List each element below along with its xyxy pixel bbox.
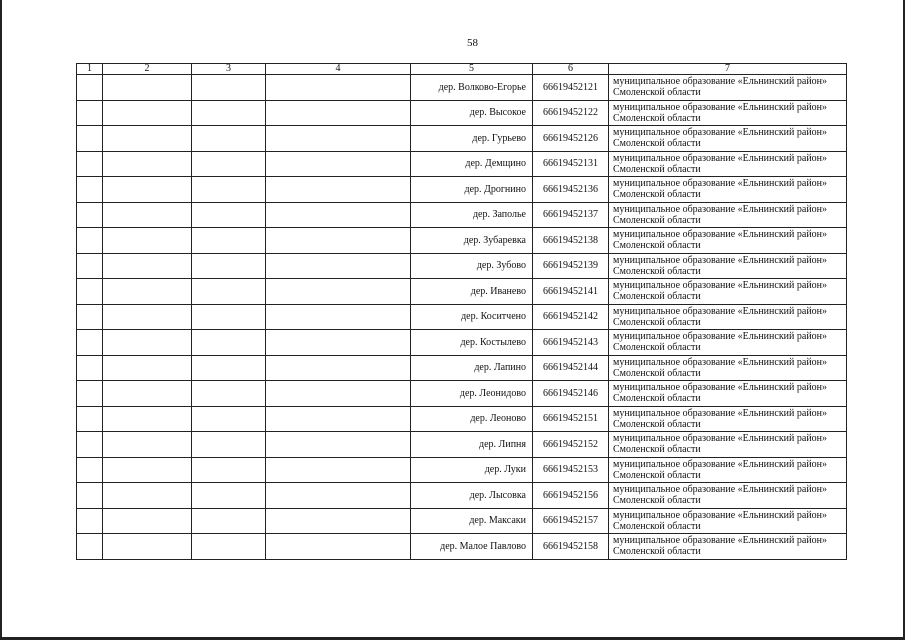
empty-cell-col-2 xyxy=(103,534,192,560)
empty-cell-col-2 xyxy=(103,75,192,101)
municipality-line-2: Смоленской области xyxy=(613,546,701,558)
oktmo-code-cell: 66619452126 xyxy=(533,126,609,152)
page-number: 58 xyxy=(467,37,478,49)
empty-cell-col-4 xyxy=(266,279,411,305)
empty-cell-col-2 xyxy=(103,151,192,177)
empty-cell-col-2 xyxy=(103,202,192,228)
table-row xyxy=(77,304,847,330)
municipality-line-2: Смоленской области xyxy=(613,393,701,405)
municipality-line-1: муниципальное образование «Ельнинский район» xyxy=(613,433,828,445)
empty-cell-col-1 xyxy=(77,355,103,381)
empty-cell-col-4 xyxy=(266,228,411,254)
empty-cell-col-3 xyxy=(192,75,266,101)
municipality-line-1: муниципальное образование «Ельнинский район» xyxy=(613,331,828,343)
empty-cell-col-4 xyxy=(266,75,411,101)
municipality-line-1: муниципальное образование «Ельнинский район» xyxy=(613,458,828,470)
empty-cell-col-4 xyxy=(266,202,411,228)
municipality-cell xyxy=(609,100,847,126)
empty-cell-col-4 xyxy=(266,330,411,356)
municipality-line-1: муниципальное образование «Ельнинский район» xyxy=(613,509,828,521)
empty-cell-col-2 xyxy=(103,508,192,534)
col-header-4: 4 xyxy=(266,64,411,75)
settlement-name-cell: дер. Зубаревка xyxy=(411,228,533,254)
empty-cell-col-3 xyxy=(192,381,266,407)
oktmo-code-cell: 66619452144 xyxy=(533,355,609,381)
municipality-cell xyxy=(609,177,847,203)
table-row xyxy=(77,253,847,279)
municipality-cell xyxy=(609,432,847,458)
municipality-line-1: муниципальное образование «Ельнинский район» xyxy=(613,280,828,292)
municipality-line-1: муниципальное образование «Ельнинский район» xyxy=(613,356,828,368)
table-row xyxy=(77,202,847,228)
col-header-6: 6 xyxy=(533,64,609,75)
empty-cell-col-3 xyxy=(192,508,266,534)
settlement-name-cell: дер. Коситчено xyxy=(411,304,533,330)
municipality-line-2: Смоленской области xyxy=(613,367,701,379)
settlement-name-cell: дер. Малое Павлово xyxy=(411,534,533,560)
oktmo-code-cell: 66619452141 xyxy=(533,279,609,305)
settlement-name-cell: дер. Лысовка xyxy=(411,483,533,509)
municipality-line-2: Смоленской области xyxy=(613,87,701,99)
table-row xyxy=(77,75,847,101)
settlement-name-cell: дер. Леонидово xyxy=(411,381,533,407)
empty-cell-col-3 xyxy=(192,534,266,560)
oktmo-code-cell: 66619452158 xyxy=(533,534,609,560)
empty-cell-col-4 xyxy=(266,483,411,509)
municipality-cell xyxy=(609,126,847,152)
empty-cell-col-2 xyxy=(103,100,192,126)
empty-cell-col-1 xyxy=(77,228,103,254)
empty-cell-col-4 xyxy=(266,126,411,152)
empty-cell-col-1 xyxy=(77,304,103,330)
col-header-3: 3 xyxy=(192,64,266,75)
empty-cell-col-3 xyxy=(192,177,266,203)
empty-cell-col-1 xyxy=(77,457,103,483)
empty-cell-col-4 xyxy=(266,406,411,432)
table-row xyxy=(77,534,847,560)
settlement-name-cell: дер. Максаки xyxy=(411,508,533,534)
municipality-cell xyxy=(609,304,847,330)
empty-cell-col-4 xyxy=(266,304,411,330)
empty-cell-col-4 xyxy=(266,534,411,560)
municipality-line-2: Смоленской области xyxy=(613,316,701,328)
table-row xyxy=(77,330,847,356)
empty-cell-col-4 xyxy=(266,355,411,381)
empty-cell-col-3 xyxy=(192,253,266,279)
empty-cell-col-3 xyxy=(192,151,266,177)
empty-cell-col-3 xyxy=(192,126,266,152)
table-row xyxy=(77,177,847,203)
empty-cell-col-3 xyxy=(192,406,266,432)
empty-cell-col-1 xyxy=(77,100,103,126)
municipality-line-1: муниципальное образование «Ельнинский район» xyxy=(613,535,828,547)
empty-cell-col-3 xyxy=(192,279,266,305)
municipality-line-1: муниципальное образование «Ельнинский район» xyxy=(613,101,828,113)
municipality-cell xyxy=(609,202,847,228)
municipality-cell xyxy=(609,406,847,432)
empty-cell-col-2 xyxy=(103,355,192,381)
empty-cell-col-2 xyxy=(103,228,192,254)
municipality-line-2: Смоленской области xyxy=(613,469,701,481)
empty-cell-col-3 xyxy=(192,330,266,356)
settlement-name-cell: дер. Луки xyxy=(411,457,533,483)
table-row xyxy=(77,457,847,483)
empty-cell-col-3 xyxy=(192,483,266,509)
municipality-line-1: муниципальное образование «Ельнинский район» xyxy=(613,203,828,215)
municipality-cell xyxy=(609,483,847,509)
empty-cell-col-1 xyxy=(77,330,103,356)
municipality-line-2: Смоленской области xyxy=(613,291,701,303)
empty-cell-col-1 xyxy=(77,534,103,560)
municipality-cell xyxy=(609,355,847,381)
municipality-line-1: муниципальное образование «Ельнинский район» xyxy=(613,127,828,139)
settlement-name-cell: дер. Иванево xyxy=(411,279,533,305)
header-row xyxy=(77,64,847,75)
scan-left-edge xyxy=(0,0,2,640)
municipality-line-1: муниципальное образование «Ельнинский район» xyxy=(613,382,828,394)
empty-cell-col-2 xyxy=(103,279,192,305)
municipality-cell xyxy=(609,228,847,254)
municipality-line-2: Смоленской области xyxy=(613,265,701,277)
municipality-line-1: муниципальное образование «Ельнинский район» xyxy=(613,152,828,164)
empty-cell-col-4 xyxy=(266,151,411,177)
empty-cell-col-3 xyxy=(192,355,266,381)
col-header-7: 7 xyxy=(609,64,847,75)
municipality-line-1: муниципальное образование «Ельнинский район» xyxy=(613,76,828,88)
empty-cell-col-1 xyxy=(77,177,103,203)
oktmo-code-cell: 66619452156 xyxy=(533,483,609,509)
empty-cell-col-1 xyxy=(77,279,103,305)
empty-cell-col-2 xyxy=(103,253,192,279)
empty-cell-col-3 xyxy=(192,228,266,254)
oktmo-code-cell: 66619452143 xyxy=(533,330,609,356)
col-header-1: 1 xyxy=(77,64,103,75)
municipality-line-2: Смоленской области xyxy=(613,418,701,430)
municipality-line-1: муниципальное образование «Ельнинский район» xyxy=(613,178,828,190)
municipality-line-2: Смоленской области xyxy=(613,163,701,175)
oktmo-code-cell: 66619452139 xyxy=(533,253,609,279)
empty-cell-col-3 xyxy=(192,100,266,126)
table-row xyxy=(77,100,847,126)
municipality-line-2: Смоленской области xyxy=(613,240,701,252)
oktmo-code-cell: 66619452142 xyxy=(533,304,609,330)
table-row xyxy=(77,406,847,432)
oktmo-code-cell: 66619452152 xyxy=(533,432,609,458)
oktmo-code-cell: 66619452136 xyxy=(533,177,609,203)
municipality-line-2: Смоленской области xyxy=(613,495,701,507)
settlement-name-cell: дер. Демщино xyxy=(411,151,533,177)
settlement-name-cell: дер. Лапино xyxy=(411,355,533,381)
settlement-name-cell: дер. Дрогнино xyxy=(411,177,533,203)
empty-cell-col-3 xyxy=(192,432,266,458)
municipality-line-2: Смоленской области xyxy=(613,342,701,354)
municipality-line-1: муниципальное образование «Ельнинский район» xyxy=(613,484,828,496)
table-row xyxy=(77,508,847,534)
settlements-table xyxy=(76,63,847,560)
table-row xyxy=(77,483,847,509)
empty-cell-col-4 xyxy=(266,381,411,407)
municipality-cell xyxy=(609,279,847,305)
municipality-cell xyxy=(609,534,847,560)
settlement-name-cell: дер. Высокое xyxy=(411,100,533,126)
settlement-name-cell: дер. Леоново xyxy=(411,406,533,432)
empty-cell-col-1 xyxy=(77,508,103,534)
empty-cell-col-1 xyxy=(77,75,103,101)
table-row xyxy=(77,279,847,305)
table-row xyxy=(77,381,847,407)
empty-cell-col-2 xyxy=(103,432,192,458)
empty-cell-col-4 xyxy=(266,508,411,534)
empty-cell-col-3 xyxy=(192,457,266,483)
empty-cell-col-2 xyxy=(103,483,192,509)
oktmo-code-cell: 66619452151 xyxy=(533,406,609,432)
empty-cell-col-1 xyxy=(77,432,103,458)
municipality-cell xyxy=(609,508,847,534)
oktmo-code-cell: 66619452153 xyxy=(533,457,609,483)
municipality-cell xyxy=(609,457,847,483)
empty-cell-col-1 xyxy=(77,381,103,407)
empty-cell-col-4 xyxy=(266,432,411,458)
table-row xyxy=(77,355,847,381)
empty-cell-col-2 xyxy=(103,177,192,203)
oktmo-code-cell: 66619452157 xyxy=(533,508,609,534)
empty-cell-col-2 xyxy=(103,330,192,356)
table-row xyxy=(77,228,847,254)
empty-cell-col-4 xyxy=(266,253,411,279)
empty-cell-col-1 xyxy=(77,406,103,432)
col-header-2: 2 xyxy=(103,64,192,75)
empty-cell-col-2 xyxy=(103,457,192,483)
oktmo-code-cell: 66619452137 xyxy=(533,202,609,228)
oktmo-code-cell: 66619452131 xyxy=(533,151,609,177)
empty-cell-col-3 xyxy=(192,304,266,330)
municipality-line-2: Смоленской области xyxy=(613,189,701,201)
empty-cell-col-1 xyxy=(77,151,103,177)
empty-cell-col-2 xyxy=(103,381,192,407)
municipality-cell xyxy=(609,253,847,279)
municipality-cell xyxy=(609,75,847,101)
municipality-line-1: муниципальное образование «Ельнинский район» xyxy=(613,407,828,419)
municipality-line-1: муниципальное образование «Ельнинский район» xyxy=(613,305,828,317)
empty-cell-col-4 xyxy=(266,177,411,203)
empty-cell-col-2 xyxy=(103,406,192,432)
empty-cell-col-1 xyxy=(77,202,103,228)
oktmo-code-cell: 66619452121 xyxy=(533,75,609,101)
municipality-line-2: Смоленской области xyxy=(613,444,701,456)
settlement-name-cell: дер. Зубово xyxy=(411,253,533,279)
table-row xyxy=(77,126,847,152)
empty-cell-col-1 xyxy=(77,253,103,279)
empty-cell-col-2 xyxy=(103,126,192,152)
empty-cell-col-3 xyxy=(192,202,266,228)
empty-cell-col-1 xyxy=(77,483,103,509)
empty-cell-col-1 xyxy=(77,126,103,152)
table-row xyxy=(77,151,847,177)
settlement-name-cell: дер. Липня xyxy=(411,432,533,458)
municipality-line-2: Смоленской области xyxy=(613,520,701,532)
settlement-name-cell: дер. Гурьево xyxy=(411,126,533,152)
municipality-cell xyxy=(609,151,847,177)
municipality-cell xyxy=(609,381,847,407)
empty-cell-col-2 xyxy=(103,304,192,330)
oktmo-code-cell: 66619452138 xyxy=(533,228,609,254)
municipality-line-1: муниципальное образование «Ельнинский район» xyxy=(613,229,828,241)
table-row xyxy=(77,432,847,458)
settlement-name-cell: дер. Заполье xyxy=(411,202,533,228)
municipality-cell xyxy=(609,330,847,356)
municipality-line-2: Смоленской области xyxy=(613,112,701,124)
municipality-line-1: муниципальное образование «Ельнинский район» xyxy=(613,254,828,266)
settlement-name-cell: дер. Костылево xyxy=(411,330,533,356)
oktmo-code-cell: 66619452146 xyxy=(533,381,609,407)
settlement-name-cell: дер. Волково-Егорье xyxy=(411,75,533,101)
empty-cell-col-4 xyxy=(266,100,411,126)
municipality-line-2: Смоленской области xyxy=(613,214,701,226)
municipality-line-2: Смоленской области xyxy=(613,138,701,150)
oktmo-code-cell: 66619452122 xyxy=(533,100,609,126)
empty-cell-col-4 xyxy=(266,457,411,483)
col-header-5: 5 xyxy=(411,64,533,75)
